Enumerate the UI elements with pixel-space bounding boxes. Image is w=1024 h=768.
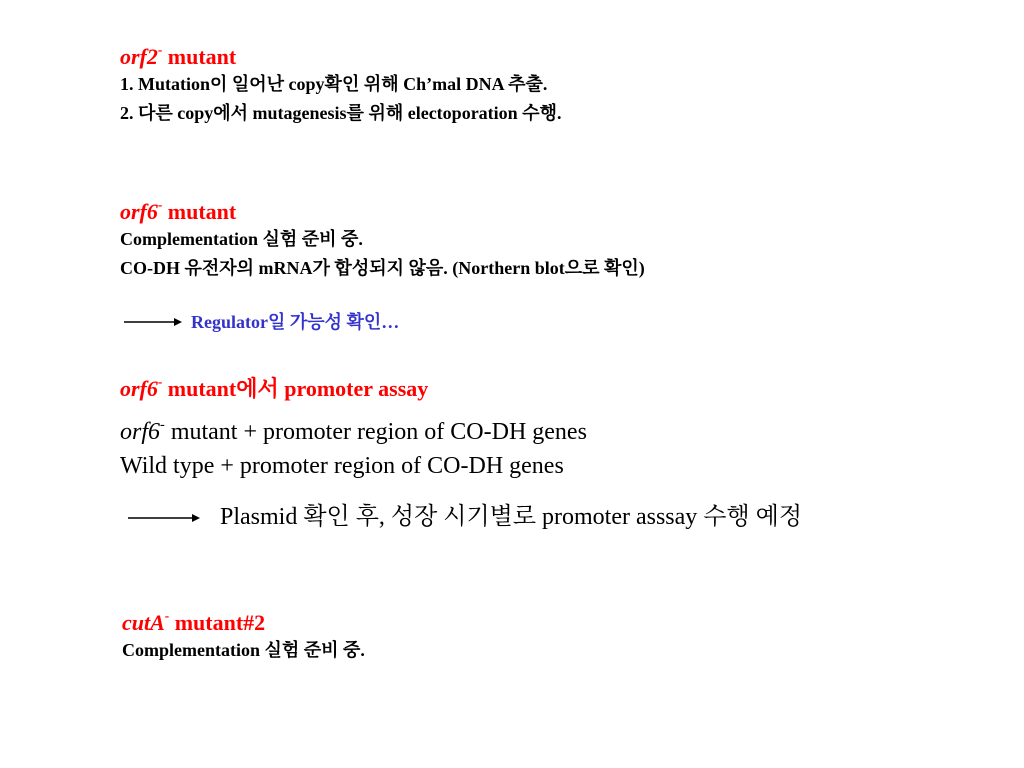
promoter-heading-rest: mutant에서 promoter assay xyxy=(162,376,429,401)
promoter-item-1 xyxy=(120,415,587,449)
promoter-item-1-gene: orf6 xyxy=(120,419,161,445)
regulator-note: Regulator일 가능성 확인… xyxy=(191,312,400,332)
orf6-gene: orf6 xyxy=(120,199,158,224)
orf2-line-2: 2. 다른 copy에서 mutagenesis를 위해 electoporation 수행. xyxy=(120,103,562,123)
promoter-item-2: Wild type + promoter region of CO-DH genes xyxy=(120,453,564,479)
promoter-item-1-sup: - xyxy=(160,416,165,433)
orf2-heading-rest: mutant xyxy=(162,44,237,69)
orf2-gene: orf2 xyxy=(120,44,158,69)
cuta-gene: cutA xyxy=(122,610,165,635)
cuta-heading xyxy=(122,610,365,636)
cuta-sup: - xyxy=(164,608,170,624)
promoter-items xyxy=(120,415,587,483)
orf2-section xyxy=(120,44,561,128)
orf2-line-1: 1. Mutation이 일어난 copy확인 위해 Ch’mal DNA 추출. xyxy=(120,74,548,94)
orf6-section xyxy=(120,199,645,283)
orf6-heading-rest: mutant xyxy=(162,199,237,224)
orf6-line-1: Complementation 실험 준비 중. xyxy=(120,229,363,249)
cuta-section xyxy=(122,610,365,665)
promoter-sup: - xyxy=(157,374,163,390)
orf6-heading xyxy=(120,199,645,225)
orf6-sup: - xyxy=(157,197,163,213)
plan-arrow-icon xyxy=(128,511,202,525)
cuta-heading-rest: mutant#2 xyxy=(169,610,266,635)
promoter-plan: Plasmid 확인 후, 성장 시기별로 promoter asssay 수행 예정 xyxy=(220,504,803,530)
orf6-line-2: CO-DH 유전자의 mRNA가 합성되지 않음. (Northern blot으로 확인) xyxy=(120,258,645,278)
promoter-gene: orf6 xyxy=(120,376,158,401)
cuta-line-1: Complementation 실험 준비 중. xyxy=(122,640,365,660)
orf2-heading xyxy=(120,44,561,70)
orf2-sup: - xyxy=(157,42,163,58)
promoter-heading xyxy=(120,376,428,402)
regulator-arrow-icon xyxy=(124,315,184,329)
promoter-item-1-rest: mutant + promoter region of CO-DH genes xyxy=(164,419,587,445)
promoter-section xyxy=(120,376,428,402)
